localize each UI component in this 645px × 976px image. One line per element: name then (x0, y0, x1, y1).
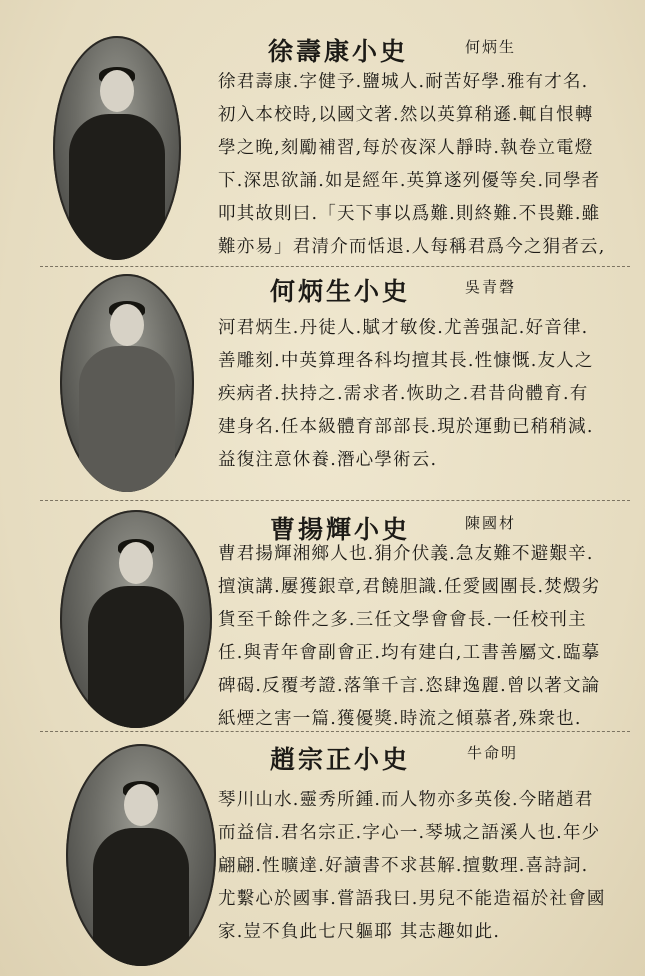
text-line: 疾病者.扶持之.需求者.恢助之.君昔尙體育.有 (218, 384, 589, 404)
text-line: 擅演講.屢獲銀章,君饒胆識.任愛國團長.焚燬劣 (218, 577, 601, 597)
entry-author: 牛命明 (467, 744, 519, 762)
text-line: 家.豈不負此七尺軀耶 其志趣如此. (218, 922, 501, 942)
text-line: 河君炳生.丹徒人.賦才敏俊.尤善强記.好音律. (218, 318, 589, 338)
text-line: 初入本校時,以國文著.然以英算稍遜.輒自恨轉 (218, 105, 594, 125)
text-line: 下.深思欲誦.如是經年.英算遂列優等矣.同學者 (218, 171, 601, 191)
entry-author: 吳青磬 (465, 278, 517, 296)
entry-author: 陳國材 (465, 514, 517, 532)
entry-text (218, 312, 628, 477)
text-line: 益復注意休養.潛心學術云. (218, 450, 438, 470)
text-line: 徐君壽康.字健予.鹽城人.耐苦好學.雅有才名. (218, 72, 589, 92)
text-line: 善雕刻.中英算理各科均擅其長.性慷慨.友人之 (218, 351, 594, 371)
entry-text (218, 538, 628, 736)
entry-text (218, 784, 628, 949)
portrait-photo (53, 36, 181, 260)
portrait-photo (60, 510, 212, 728)
text-line: 琴川山水.靈秀所鍾.而人物亦多英俊.今睹趙君 (218, 790, 594, 810)
text-line: 學之晚,刻勵補習,每於夜深人靜時.執卷立電燈 (218, 138, 594, 158)
portrait-photo (60, 274, 194, 492)
entry-title: 趙宗正小史 (270, 745, 411, 774)
divider (40, 266, 630, 267)
entry-title: 徐壽康小史 (268, 37, 409, 66)
entry-title: 何炳生小史 (270, 277, 411, 306)
entry-author: 何炳生 (465, 38, 517, 56)
entry-title: 曹揚輝小史 (270, 515, 411, 544)
text-line: 曹君揚輝湘鄉人也.狷介伏義.急友難不避艱辛. (218, 544, 594, 564)
text-line: 叩其故則曰.「天下事以爲難.則終難.不畏難.雖 (218, 204, 601, 224)
text-line: 任.與青年會副會正.均有建白,工書善屬文.臨摹 (218, 643, 601, 663)
divider (40, 500, 630, 501)
text-line: 建身名.任本級體育部部長.現於運動已稍稍減. (218, 417, 594, 437)
text-line: 紙煙之害一篇.獲優獎.時流之傾慕者,殊衆也. (218, 709, 582, 729)
entry-text (218, 66, 628, 264)
text-line: 貨至千餘件之多.三任文學會會長.一任校刊主 (218, 610, 587, 630)
text-line: 翩翩.性曠達.好讀書不求甚解.擅數理.喜詩詞. (218, 856, 589, 876)
text-line: 尤繫心於國事.嘗語我曰.男兒不能造福於社會國 (218, 889, 606, 909)
portrait-photo (66, 744, 216, 966)
text-line: 而益信.君名宗正.字心一.琴城之語溪人也.年少 (218, 823, 601, 843)
text-line: 碑碣.反覆考證.落筆千言.恣肆逸麗.曾以著文論 (218, 676, 601, 696)
text-line: 難亦易」君清介而恬退.人每稱君爲今之狷者云, (218, 237, 606, 257)
divider (40, 731, 630, 732)
